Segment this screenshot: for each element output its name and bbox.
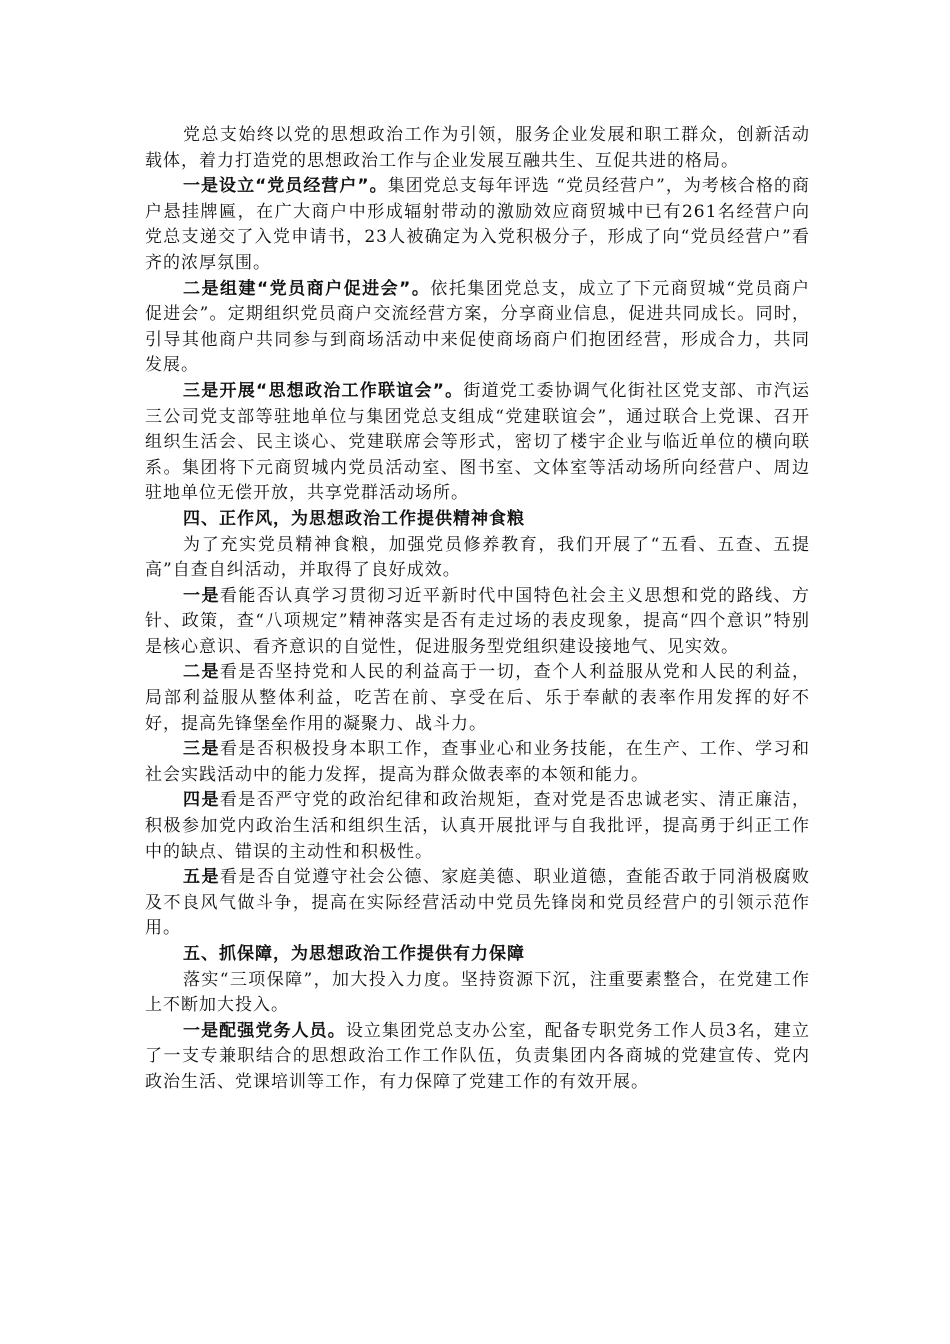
intro-paragraph: [145, 123, 810, 174]
paragraph-text: 看能否认真学习贯彻习近平新时代中国特色社会主义思想和党的路线、方针、政策，查“八项规定”精神落实是否有走过场的表皮现象，提高“四个意识”特别是核心意识、看齐意识的自觉性，促进服务型党组织建设接地气、见实效。: [145, 585, 811, 657]
paragraph-text: 集团党总支每年评选 “党员经营户”，为考核合格的商户悬挂牌匾，在广大商户中形成辐射带动的激励效应商贸城中已有261名经营户向党总支递交了入党申请书，23人被确定为入党积极分子，形成了向“党员经营户”看齐的浓厚氛围。: [145, 176, 810, 273]
paragraph-text: 为了充实党员精神食粮，加强党员修养教育，我们开展了“五看、五查、五提高”自查自纠活动，并取得了良好成效。: [145, 534, 810, 581]
paragraph-lead: 一是配强党务人员。: [183, 1020, 346, 1041]
section-heading-5: 五、抓保障，为思想政治工作提供有力保障: [183, 944, 525, 964]
section5-item-1: [145, 1019, 810, 1096]
paragraph-text: 设立集团党总支办公室，配备专职党务工作人员3名，建立了一支专兼职结合的思想政治工作工作队伍，负责集团内各商城的党建宣传、党内政治生活、党课培训等工作，有力保障了党建工作的有效开展。: [145, 1020, 810, 1092]
paragraph-lead: 四是: [183, 790, 220, 811]
paragraph-lead: 一是设立“党员经营户”。: [183, 176, 388, 197]
paragraph-lead: 五是: [183, 867, 220, 888]
paragraph-lead: 三是: [183, 739, 220, 760]
paragraph-lead: 二是组建“党员商户促进会”。: [183, 278, 431, 299]
paragraph-text: 党总支始终以党的思想政治工作为引领，服务企业发展和职工群众，创新活动载体，着力打造党的思想政治工作与企业发展互融共生、互促共进的格局。: [145, 125, 810, 171]
paragraph-text: 街道党工委协调气化街社区党支部、市汽运三公司党支部等驻地单位与集团党总支组成“党建联谊会”，通过联合上党课、召开组织生活会、民主谈心、党建联席会等形式，密切了楼宇企业与临近单位的横向联系。集团将下元商贸城内党员活动室、图书室、文体室等活动场所向经营户、周边驻地单位无偿开放，共享党群活动场所。: [145, 380, 810, 504]
section4-item-3: [145, 737, 810, 788]
paragraph-text: 看是否严守党的政治纪律和政治规矩，查对党是否忠诚老实、清正廉洁，积极参加党内政治生活和组织生活，认真开展批评与自我批评，提高勇于纠正工作中的缺点、错误的主动性和积极性。: [145, 790, 811, 862]
paragraph-party-member-operators: [145, 174, 810, 276]
paragraph-lead: 一是: [183, 585, 220, 606]
paragraph-liaison-association: [145, 379, 810, 507]
section4-intro: [145, 533, 810, 584]
paragraph-promotion-association: [145, 277, 810, 379]
section4-item-5: [145, 865, 810, 942]
paragraph-text: 看是否坚持党和人民的利益高于一切，查个人利益服从党和人民的利益，局部利益服从整体利益，吃苦在前、享受在后、乐于奉献的表率作用发挥的好不好，提高先锋堡垒作用的凝聚力、战斗力。: [145, 662, 811, 734]
paragraph-lead: 二是: [183, 662, 220, 683]
paragraph-text: 依托集团党总支，成立了下元商贸城“党员商户促进会”。定期组织党员商户交流经营方案，分享商业信息，促进共同成长。同时，引导其他商户共同参与到商场活动中来促使商场商户们抱团经营，形成合力，共同发展。: [145, 278, 810, 376]
paragraph-text: 看是否自觉遵守社会公德、家庭美德、职业道德，查能否敢于同消极腐败及不良风气做斗争，提高在实际经营活动中党员先锋岗和党员经营户的引领示范作用。: [145, 867, 811, 939]
section-heading-4: 四、正作风，为思想政治工作提供精神食粮: [183, 508, 525, 529]
section4-item-4: [145, 788, 810, 865]
paragraph-text: 看是否积极投身本职工作，查事业心和业务技能，在生产、工作、学习和社会实践活动中的能力发挥，提高为群众做表率的本领和能力。: [145, 739, 811, 785]
section5-intro: [145, 968, 810, 1019]
section4-item-2: [145, 660, 810, 737]
paragraph-lead: 三是开展“思想政治工作联谊会”。: [183, 380, 464, 401]
section4-item-1: [145, 584, 810, 661]
document-page: [145, 123, 810, 1096]
paragraph-text: 落实“三项保障”，加大投入力度。坚持资源下沉，注重要素整合，在党建工作上不断加大投入。: [145, 969, 810, 1016]
